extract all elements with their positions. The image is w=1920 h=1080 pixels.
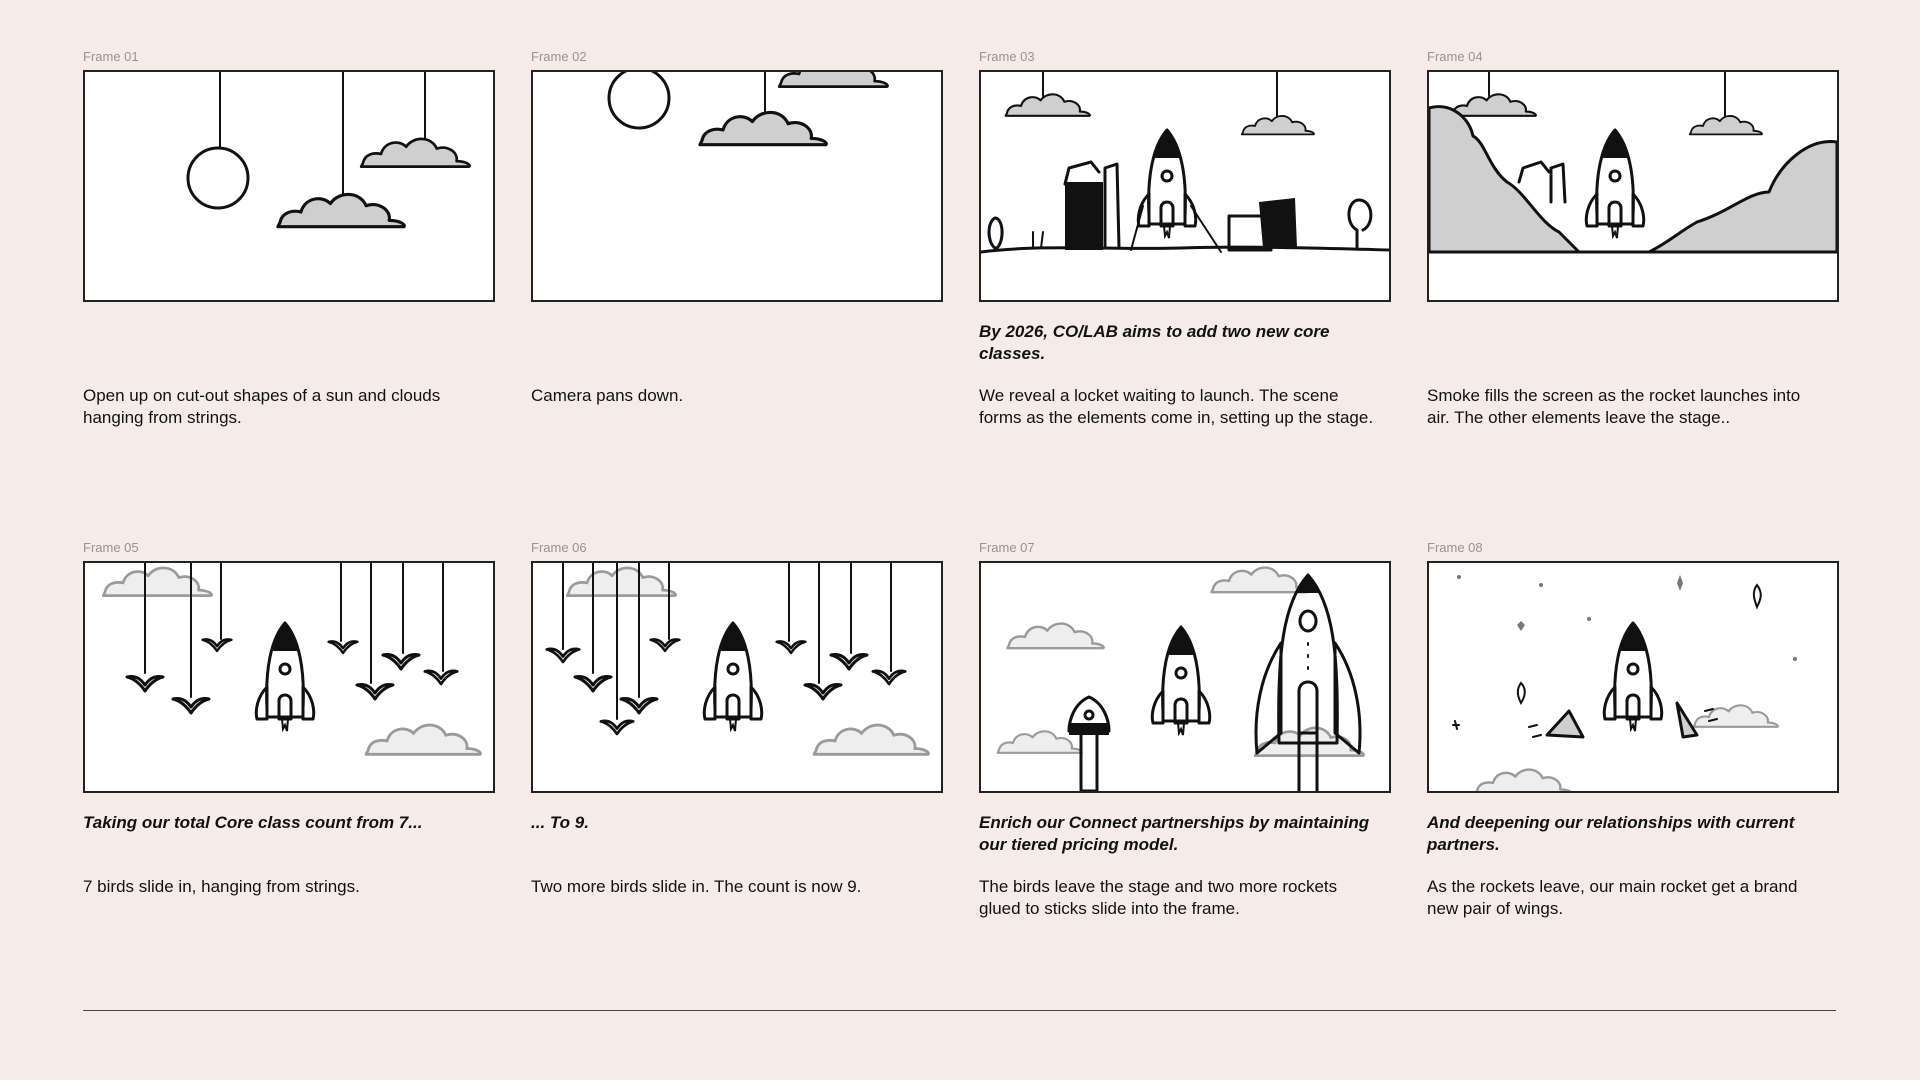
frame-label: Frame 06 [531,540,587,555]
sketch-rocket-stage [981,72,1389,300]
frame-label: Frame 05 [83,540,139,555]
sketch-rockets-on-sticks [981,563,1389,791]
footer-divider [83,1010,1836,1011]
frame-description: Two more birds slide in. The count is now 9. [531,877,862,896]
frame-label: Frame 01 [83,49,139,64]
sketch-nine-birds [533,563,941,791]
frame-label: Frame 02 [531,49,587,64]
frame-label: Frame 08 [1427,540,1483,555]
frame-narration: ... To 9. [531,813,589,832]
sketch-seven-birds [85,563,493,791]
frame-description: Camera pans down. [531,386,684,405]
frame-label: Frame 03 [979,49,1035,64]
frame-sketch [531,561,943,793]
frame-sketch [83,561,495,793]
sketch-smoke-launch [1429,72,1837,300]
frame-narration: By 2026, CO/LAB aims to add two new core classes. [979,322,1330,363]
frame-description: Smoke fills the screen as the rocket launches into air. The other elements leave the stage.. [1427,386,1801,427]
frame-sketch [1427,70,1839,302]
frame-narration: Taking our total Core class count from 7... [83,813,423,832]
sketch-sun-clouds [85,72,493,300]
frame-description: As the rockets leave, our main rocket get a brand new pair of wings. [1427,877,1798,918]
frame-narration: Enrich our Connect partnerships by maintaining our tiered pricing model. [979,813,1370,854]
frame-label: Frame 07 [979,540,1035,555]
sketch-camera-pan [533,72,941,300]
frame-label: Frame 04 [1427,49,1483,64]
frame-narration: And deepening our relationships with current partners. [1427,813,1795,854]
frame-sketch [979,561,1391,793]
frame-description: 7 birds slide in, hanging from strings. [83,877,360,896]
frame-sketch [531,70,943,302]
frame-sketch [979,70,1391,302]
frame-description: We reveal a locket waiting to launch. The scene forms as the elements come in, setting up the stage. [979,386,1374,427]
frame-sketch [1427,561,1839,793]
frame-description: Open up on cut-out shapes of a sun and clouds hanging from strings. [83,386,441,427]
frame-description: The birds leave the stage and two more rockets glued to sticks slide into the frame. [979,877,1338,918]
sketch-rocket-wings [1429,563,1837,791]
frame-sketch [83,70,495,302]
